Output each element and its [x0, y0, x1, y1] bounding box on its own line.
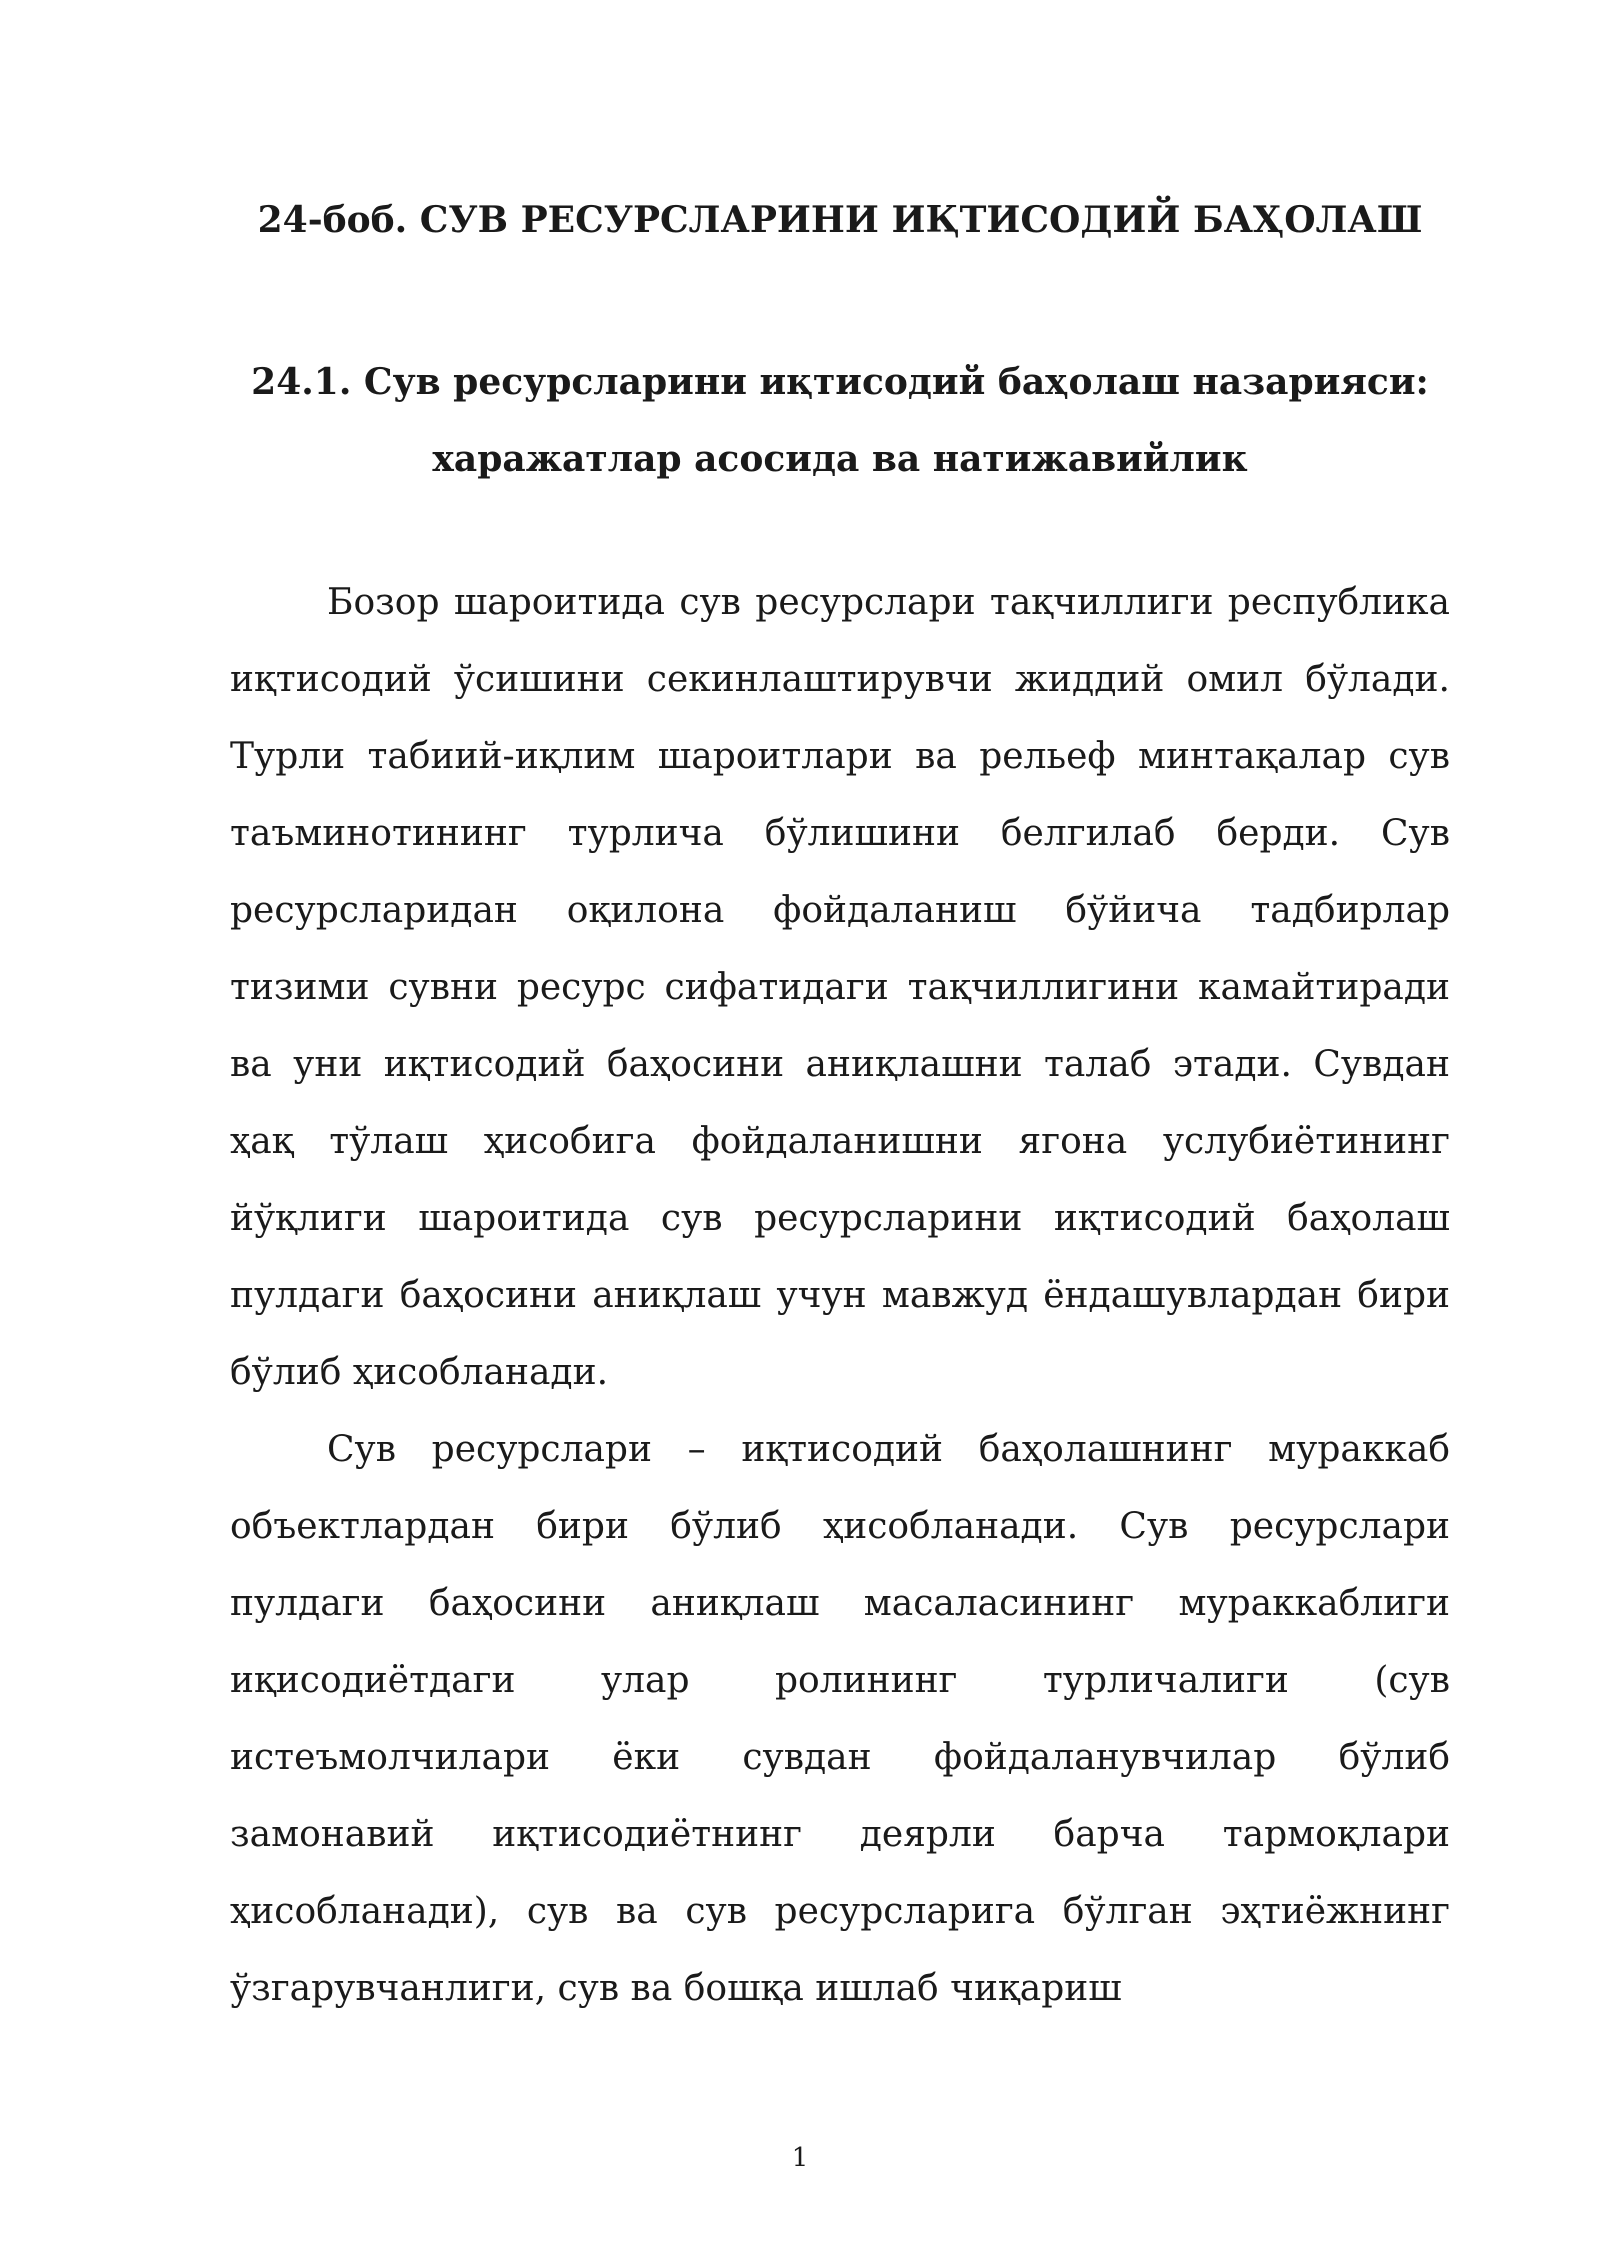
chapter-title: 24-боб. СУВ РЕСУРСЛАРИНИ ИҚТИСОДИЙ БАҲОЛАШ: [257, 199, 1423, 241]
page-number: 1: [791, 2143, 809, 2173]
paragraph-1: Бозор шароитида сув ресурслари тақчиллиги республика иқтисодий ўсишини секинлаштирувчи жиддий омил бўлади. Турли табиий-иқлим шароитлари ва рельеф минтақалар сув таъминотининг турлича бўлишини белгилаб берди. Сув ресурсларидан оқилона фойдаланиш бўйича тадбирлар тизими сувни ресурс сифатидаги тақчиллигини камайтиради ва уни иқтисодий баҳосини аниқлашни талаб этади. Сувдан ҳақ тўлаш ҳисобига фойдаланишни ягона услубиётининг йўқлиги шароитида сув ресурсларини иқтисодий баҳолаш пулдаги баҳосини аниқлаш учун мавжуд ёндашувлардан бири бўлиб ҳисобланади.: [230, 582, 1450, 1393]
section-title-line-1: 24.1. Сув ресурсларини иқтисодий баҳолаш назарияси:: [251, 361, 1429, 403]
section-title: [230, 344, 1450, 498]
paragraph-2: Сув ресурслари – иқтисодий баҳолашнинг мураккаб объектлардан бири бўлиб ҳисобланади. Сув ресурслари пулдаги баҳосини аниқлаш масаласининг мураккаблиги иқисодиётдаги улар ролининг турличалиги (сув истеъмолчилари ёки сувдан фойдаланувчилар бўлиб замонавий иқтисодиётнинг деярли барча тармоқлари ҳисобланади), сув ва сув ресурсларига бўлган эҳтиёжнинг ўзгарувчанлиги, сув ва бошқа ишлаб чиқариш: [230, 1429, 1450, 2009]
section-title-line-2: харажатлар асосида ва натижавийлик: [432, 438, 1248, 480]
body-text: [230, 564, 1450, 2027]
